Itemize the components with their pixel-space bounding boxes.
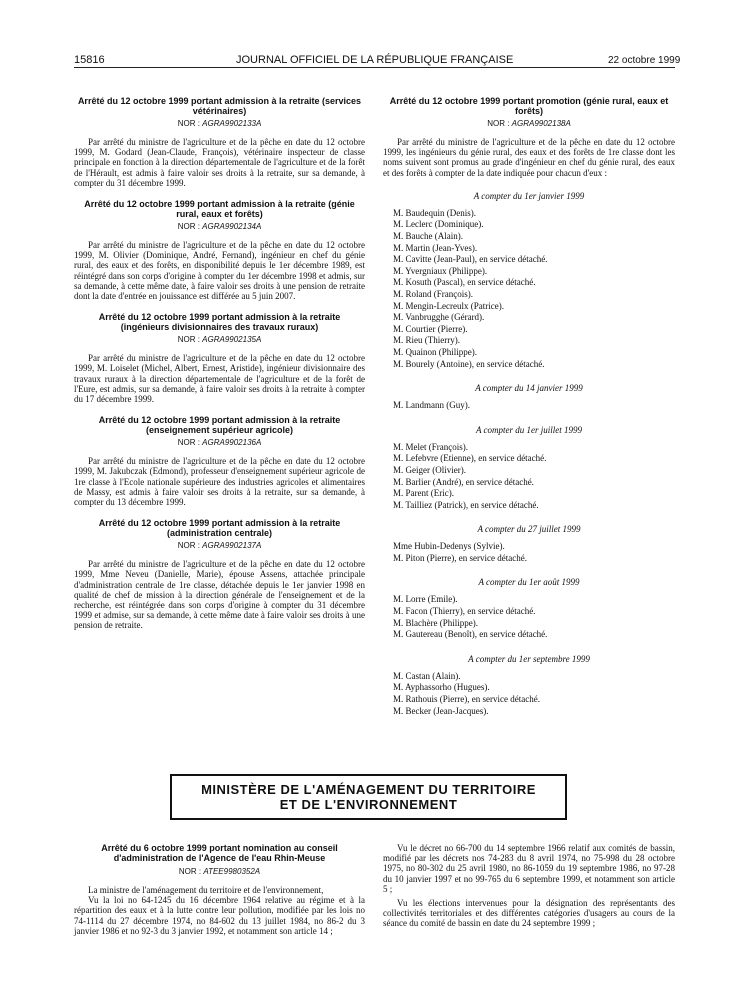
nor-label: NOR : (177, 222, 200, 232)
article-title: Arrêté du 12 octobre 1999 portant admission à la retraite (enseignement supérieur agricole) (98, 415, 341, 436)
list-item: M. Kosuth (Pascal), en service détaché. (393, 277, 536, 288)
list-item: M. Roland (François). (393, 288, 473, 299)
article-text: Par arrêté du ministre de l'agriculture et de la pêche en date du 12 octobre 1999, Mme Neveu (Danielle, Marie), épouse Assens, attachée principale d'administration centrale de 1re classe, détachée depuis le 1er janvier 1998 en qualité de chef de mission à la direction générale de l'enseignement et de la recherche, est réintégrée dans son corps d'origine à compter du 31 décembre 1999 et admise, sur sa demande, à cette même date à faire valoir ses droits à une pension de retraite. (74, 559, 365, 631)
date-heading: A compter du 14 janvier 1999 (475, 383, 583, 394)
name-list (383, 541, 675, 564)
article-text: Par arrêté du ministre de l'agriculture et de la pêche en date du 12 octobre 1999, M. Loiselet (Michel, Albert, Ernest, Aristide), ingénieur divisionnaire des travaux ruraux à la direction départementale de l'agriculture et de la forêt de l'Eure, est admis, sur sa demande, à faire valoir ses droits à la retraite à compter du 17 décembre 1999. (74, 353, 365, 405)
ministry-banner (170, 774, 567, 820)
list-item: M. Leclerc (Dominique). (393, 219, 484, 230)
nor-label: NOR : (487, 119, 510, 128)
date-heading: A compter du 1er septembre 1999 (468, 653, 590, 664)
name-list (383, 594, 675, 640)
article-paragraph: Vu la loi no 64-1245 du 16 décembre 1964 relative au régime et à la répartition des eaux et à la lutte contre leur pollution, modifiée par les lois no 74-1114 du 27 décembre 1974, no 84-602 du 13 juillet 1984, no 86-2 du 3 janvier 1986 et no 92-3 du 3 janvier 1992, et notamment son article 14 ; (74, 895, 365, 936)
list-item: M. Castan (Alain). (393, 670, 461, 681)
list-item: M. Cavitte (Jean-Paul), en service détaché. (393, 254, 548, 265)
list-item: M. Rieu (Thierry). (393, 335, 460, 346)
article-paragraph: La ministre de l'aménagement du territoire et de l'environnement, (88, 885, 324, 895)
article-paragraph: Vu le décret no 66-700 du 14 septembre 1966 relatif aux comités de bassin, modifié par les décrets nos 74-283 du 8 avril 1974, no 75-998 du 28 octobre 1975, no 80-302 du 25 avril 1980, no 86-1059 du 19 septembre 1986, no 97-28 du 10 janvier 1997 et no 99-765 du 6 septembre 1999, et notamment son article 5 ; (383, 843, 675, 894)
article-text: Par arrêté du ministre de l'agriculture et de la pêche en date du 12 octobre 1999, M. Godard (Jean-Claude, François), vétérinaire inspecteur de classe principale en fonction à la direction départementale de l'agriculture et de la forêt de l'Hérault, est admis à faire valoir ses droits à la retraite, sur sa demande, à compter du 31 décembre 1999. (74, 137, 365, 188)
list-item: M. Baudequin (Denis). (393, 207, 476, 218)
ministry-line-1: MINISTÈRE DE L'AMÉNAGEMENT DU TERRITOIRE (201, 782, 536, 797)
nor-reference (74, 335, 365, 344)
nor-code: AGRA9902135A (202, 335, 262, 345)
article-title: Arrêté du 12 octobre 1999 portant admission à la retraite (ingénieurs divisionnaires des travaux ruraux) (98, 312, 341, 333)
article-title: Arrêté du 12 octobre 1999 portant admission à la retraite (administration centrale) (98, 518, 341, 539)
list-item: M. Landmann (Guy). (393, 400, 470, 411)
list-item: M. Mengin-Lecreulx (Patrice). (393, 300, 504, 311)
list-item: M. Martin (Jean-Yves). (393, 242, 478, 253)
bottom-right-column (383, 843, 675, 933)
list-item: M. Lefebvre (Etienne), en service détaché. (393, 453, 547, 464)
nor-reference (74, 541, 365, 550)
nor-label: NOR : (177, 335, 200, 345)
list-item: M. Facon (Thierry), en service détaché. (393, 606, 536, 617)
article-title: Arrêté du 12 octobre 1999 portant admission à la retraite (services vétérinaires) (77, 96, 362, 116)
nor-label: NOR : (177, 119, 200, 128)
list-item: Mme Hubin-Dedenys (Sylvie). (393, 541, 505, 552)
nor-reference (74, 119, 365, 128)
journal-title: JOURNAL OFFICIEL DE LA RÉPUBLIQUE FRANÇAISE (236, 54, 514, 66)
nor-label: NOR : (178, 867, 202, 876)
nor-code: ATEE9980352A (203, 867, 261, 876)
article-retraite-administration (74, 518, 365, 630)
nor-code: AGRA9902136A (202, 438, 262, 448)
list-item: M. Tailliez (Patrick), en service détaché. (393, 499, 539, 510)
nor-code: AGRA9902134A (202, 222, 262, 232)
article-title: Arrêté du 6 octobre 1999 portant nomination au conseil d'administration de l'Agence de l'eau Rhin-Meuse (101, 843, 338, 863)
nor-reference (74, 867, 365, 876)
bottom-left-column (74, 843, 365, 936)
nor-code: AGRA9902133A (202, 119, 262, 128)
issue-date: 22 octobre 1999 (608, 55, 681, 66)
list-item: M. Quainon (Philippe). (393, 346, 477, 357)
nor-reference (74, 438, 365, 447)
article-retraite-enseignement (74, 415, 365, 507)
ministry-line-2: ET DE L'ENVIRONNEMENT (279, 797, 458, 812)
left-column (74, 96, 365, 642)
date-heading: A compter du 27 juillet 1999 (477, 524, 581, 535)
list-item: M. Ayphassorho (Hugues). (393, 682, 490, 693)
article-paragraph: Vu les élections intervenues pour la désignation des représentants des collectivités territoriales et des différentes catégories d'usagers au cours de la séance du comité de bassin en date du 24 septembre 1999 ; (383, 898, 675, 929)
promotion-groups (383, 191, 675, 717)
name-list (383, 208, 675, 370)
list-item: M. Lorre (Emile). (393, 594, 458, 605)
nor-label: NOR : (177, 541, 200, 551)
list-item: M. Yvergniaux (Philippe). (393, 265, 488, 276)
list-item: M. Bauche (Alain). (393, 231, 463, 241)
nor-label: NOR : (177, 438, 200, 448)
name-list (383, 671, 675, 717)
list-item: M. Geiger (Olivier). (393, 464, 466, 475)
list-item: M. Melet (François). (393, 441, 468, 452)
nor-code: AGRA9902137A (202, 541, 262, 551)
article-retraite-ingenieurs-divisionnaires (74, 312, 365, 404)
header-rule (74, 67, 675, 68)
list-item: M. Courtier (Pierre). (393, 323, 468, 334)
list-item: M. Parent (Eric). (393, 488, 454, 499)
date-heading: A compter du 1er août 1999 (478, 577, 580, 588)
article-retraite-veterinaires (74, 96, 365, 188)
article-text: Par arrêté du ministre de l'agriculture et de la pêche en date du 12 octobre 1999, M. Jakubczak (Edmond), professeur d'enseignement supérieur agricole de 1re classe à l'Ecole nationale supérieure des industries agricoles et alimentaires de Massy, est admis à faire valoir ses droits à la retraite, sur sa demande, à compter du 13 décembre 1999. (74, 456, 365, 508)
date-heading: A compter du 1er janvier 1999 (473, 190, 585, 201)
date-heading: A compter du 1er juillet 1999 (475, 424, 583, 435)
list-item: M. Blachère (Philippe). (393, 617, 478, 628)
list-item: M. Barlier (André), en service détaché. (393, 476, 534, 487)
name-list (383, 400, 675, 412)
list-item: M. Vanbrugghe (Gérard). (393, 312, 485, 323)
list-item: M. Gautereau (Benoît), en service détaché. (393, 629, 548, 640)
nor-reference (74, 222, 365, 231)
name-list (383, 442, 675, 512)
article-promotion (383, 96, 675, 717)
nor-reference (383, 119, 675, 128)
article-title: Arrêté du 12 octobre 1999 portant admission à la retraite (génie rural, eaux et forêts) (84, 199, 355, 220)
page-number: 15816 (74, 54, 105, 66)
article-title: Arrêté du 12 octobre 1999 portant promotion (génie rural, eaux et forêts) (389, 96, 669, 116)
list-item: M. Piton (Pierre), en service détaché. (393, 552, 527, 563)
article-text: Par arrêté du ministre de l'agriculture et de la pêche en date du 12 octobre 1999, M. Olivier (Dominique, André, Fernand), ingénieur en chef du génie rural, des eaux et des forêts, en disponibilité depuis le 1er décembre 1989, est réintégré dans son corps d'origine à compter du 1er décembre 1998 et admis, sur sa demande, à cette même date, à faire valoir ses droits à une pension de retraite dont la date d'entrée en jouissance est différée au 5 juin 2007. (74, 240, 365, 302)
article-text: Par arrêté du ministre de l'agriculture et de la pêche en date du 12 octobre 1999, les ingénieurs du génie rural, des eaux et des forêts de 1re classe dont les noms suivent sont promus au grade d'ingénieur en chef du génie rural, des eaux et des forêts à compter de la date indiquée pour chacun d'eux : (383, 137, 675, 178)
list-item: M. Bourely (Antoine), en service détaché. (393, 358, 545, 369)
right-column (383, 96, 675, 728)
nor-code: AGRA9902138A (511, 119, 571, 128)
list-item: M. Becker (Jean-Jacques). (393, 705, 489, 716)
article-retraite-genie-rural (74, 199, 365, 301)
list-item: M. Rathouis (Pierre), en service détaché. (393, 694, 540, 705)
